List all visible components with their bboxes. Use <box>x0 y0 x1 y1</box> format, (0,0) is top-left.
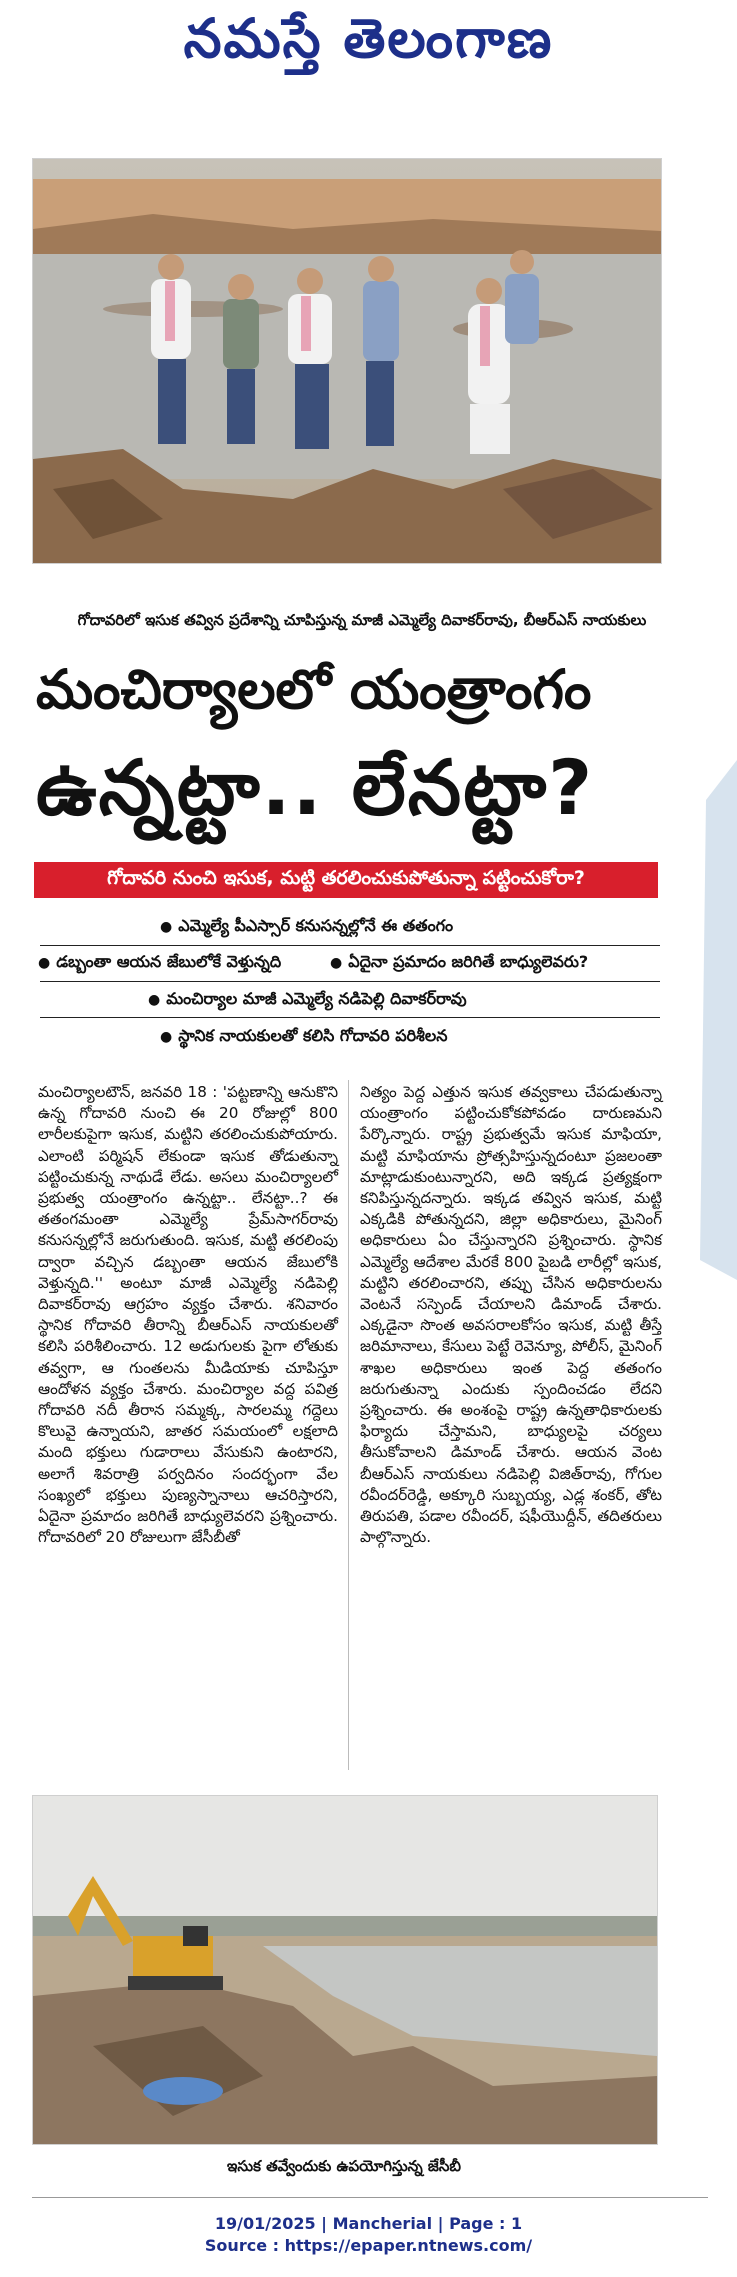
divider <box>40 945 660 946</box>
article-column-2: నిత్యం పెద్ద ఎత్తున ఇసుక తవ్వకాలు చేపడుతున్నా యంత్రాంగం పట్టించుకోకపోవడం దారుణమని పేర్కొన్నారు. రాష్ట్ర ప్రభుత్వమే ఇసుక మాఫియా, మట్టి మాఫియాను ప్రోత్సహిస్తున్నదంటూ ప్రజలంతా మాట్లాడుకుంటున్నారని, అది ఇక్కడ ప్రత్యక్షంగా కనిపిస్తున్నదన్నారు. ఇక్కడ తవ్విన ఇసుక, మట్టి ఎక్కడికి పోతున్నదని, జిల్లా అధికారులు, మైనింగ్ అధికారులు ఏం చేస్తున్నారని ప్రశ్నించారు. స్థానిక ఎమ్మెల్యే ఆదేశాల మేరకే 800 పైబడి లారీల్లో ఇసుక, మట్టిని తరలించారని, తప్పు చేసిన అధికారులను వెంటనే సస్పెండ్ చేయాలని డిమాండ్ చేశారు. ఎక్కడైనా సొంత అవసరాలకోసం ఇసుక, మట్టి తీస్తే జరిమానాలు, కేసులు పెట్టే రెవెన్యూ, పోలీస్, మైనింగ్ శాఖల అధికారులు ఇంత పెద్ద తతంగం జరుగుతున్నా ఎందుకు స్పందించడం లేదని ప్రశ్నించారు. ఈ అంశంపై రాష్ట్ర ఉన్నతాధికారులకు ఫిర్యాదు చేస్తామని, బాధ్యులపై చర్యలు తీసుకోవాలని డిమాండ్ చేశారు. ఆయన వెంట బీఆర్‌ఎస్ నాయకులు నడిపెల్లి విజిత్‌రావు, గోగుల రవీందర్‌రెడ్డి, అక్కూరి సుబ్బయ్య, ఎడ్ల శంకర్, తోట తిరుపతి, పడాల రవీందర్, షఫీయొద్దీన్, తదితరులు పాల్గొన్నారు. <box>360 1083 662 1547</box>
column-divider <box>348 1080 349 1770</box>
article-column-1: మంచిర్యాలటౌన్, జనవరి 18 : 'పట్టణాన్ని ఆనుకొని ఉన్న గోదావరి నుంచి ఈ 20 రోజుల్లో 800 లారీలకుపైగా ఇసుక, మట్టిని తరలించుకుపోయారు. ఎలాంటి పర్మిషన్ లేకుండా ఇసుక తోడుతున్నా పట్టించుకున్న నాథుడే లేడు. అసలు మంచిర్యాలలో ప్రభుత్వ యంత్రాంగం ఉన్నట్టా.. లేనట్టా..? ఈ తతంగమంతా ఎమ్మెల్యే ప్రేమ్‌సాగర్‌రావు కనుసన్నల్లోనే జరుగుతుంది. ఇసుక, మట్టి తరలింపు ద్వారా వచ్చిన డబ్బంతా ఆయన జేబులోకి వెళ్తున్నది.'' అంటూ మాజీ ఎమ్మెల్యే నడిపెల్లి దివాకర్‌రావు ఆగ్రహం వ్యక్తం చేశారు. శనివారం స్థానిక గోదావరి తీరాన్ని బీఆర్‌ఎస్ నాయకులతో కలిసి పరిశీలించారు. 12 అడుగులకు పైగా లోతుకు తవ్వగా, ఆ గుంతలను మీడియాకు చూపిస్తూ ఆందోళన వ్యక్తం చేశారు. మంచిర్యాల వద్ద పవిత్ర గోదావరి నదీ తీరాన సమ్మక్క, సారలమ్మ గద్దెలు కొలువై ఉన్నాయని, జాతర సమయంలో లక్షలాది మంది భక్తులు గుడారాలు వేసుకుని ఉంటారని, అలాగే శివరాత్రి పర్వదినం సందర్భంగా వేల సంఖ్యలో భక్తులు పుణ్యస్నానాలు ఆచరిస్తారని, ఏదైనా ప్రమాదం జరిగితే బాధ్యులెవరని ప్రశ్నించారు. గోదావరిలో 20 రోజులుగా జేసీబీతో <box>38 1083 338 1547</box>
excavator-photo <box>33 1796 657 2144</box>
top-photo-caption: గోదావరిలో ఇసుక తవ్విన ప్రదేశాన్ని చూపిస్తున్న మాజీ ఎమ్మెల్యే దివాకర్‌రావు, బీఆర్‌ఎస్ నాయకులు <box>77 611 647 629</box>
subheadline-bar <box>34 862 658 898</box>
footer-edition-info: 19/01/2025 | Mancherial | Page : 1 <box>214 2214 523 2233</box>
headline-line-2: ఉన్నట్టా.. లేనట్టా? <box>36 743 595 832</box>
bottom-photo <box>32 1795 658 2145</box>
decorative-edge-shape <box>700 760 737 1280</box>
masthead <box>0 0 737 90</box>
divider <box>40 981 660 982</box>
bullet-item: ● ఎమ్మెల్యే పీఎస్సార్ కనుసన్నల్లోనే ఈ తతంగం <box>160 916 453 939</box>
bullet-item: ● మంచిర్యాల మాజీ ఎమ్మెల్యే నడిపెల్లి దివాకర్‌రావు <box>148 989 467 1012</box>
divider <box>40 1017 660 1018</box>
river-inspection-photo <box>33 159 661 563</box>
footer-divider <box>32 2197 708 2198</box>
subheadline-text: గోదావరి నుంచి ఇసుక, మట్టి తరలించుకుపోతున్నా పట్టించుకోరా? <box>107 866 585 889</box>
bullet-item: ● డబ్బంతా ఆయన జేబులోకే వెళ్తున్నది <box>38 952 281 975</box>
masthead-title: నమస్తే తెలంగాణ <box>183 6 554 70</box>
bottom-photo-caption: ఇసుక తవ్వేందుకు ఉపయోగిస్తున్న జేసీబీ <box>227 2157 461 2175</box>
top-photo <box>32 158 662 564</box>
bullet-item: ● ఏదైనా ప్రమాదం జరిగితే బాధ్యులెవరు? <box>330 952 588 975</box>
headline-line-1: మంచిర్యాలలో యంత్రాంగం <box>36 658 592 721</box>
footer <box>0 2213 737 2257</box>
footer-source-link[interactable]: Source : https://epaper.ntnews.com/ <box>204 2236 533 2255</box>
bullet-item: ● స్థానిక నాయకులతో కలిసి గోదావరి పరిశీలన <box>160 1026 447 1049</box>
